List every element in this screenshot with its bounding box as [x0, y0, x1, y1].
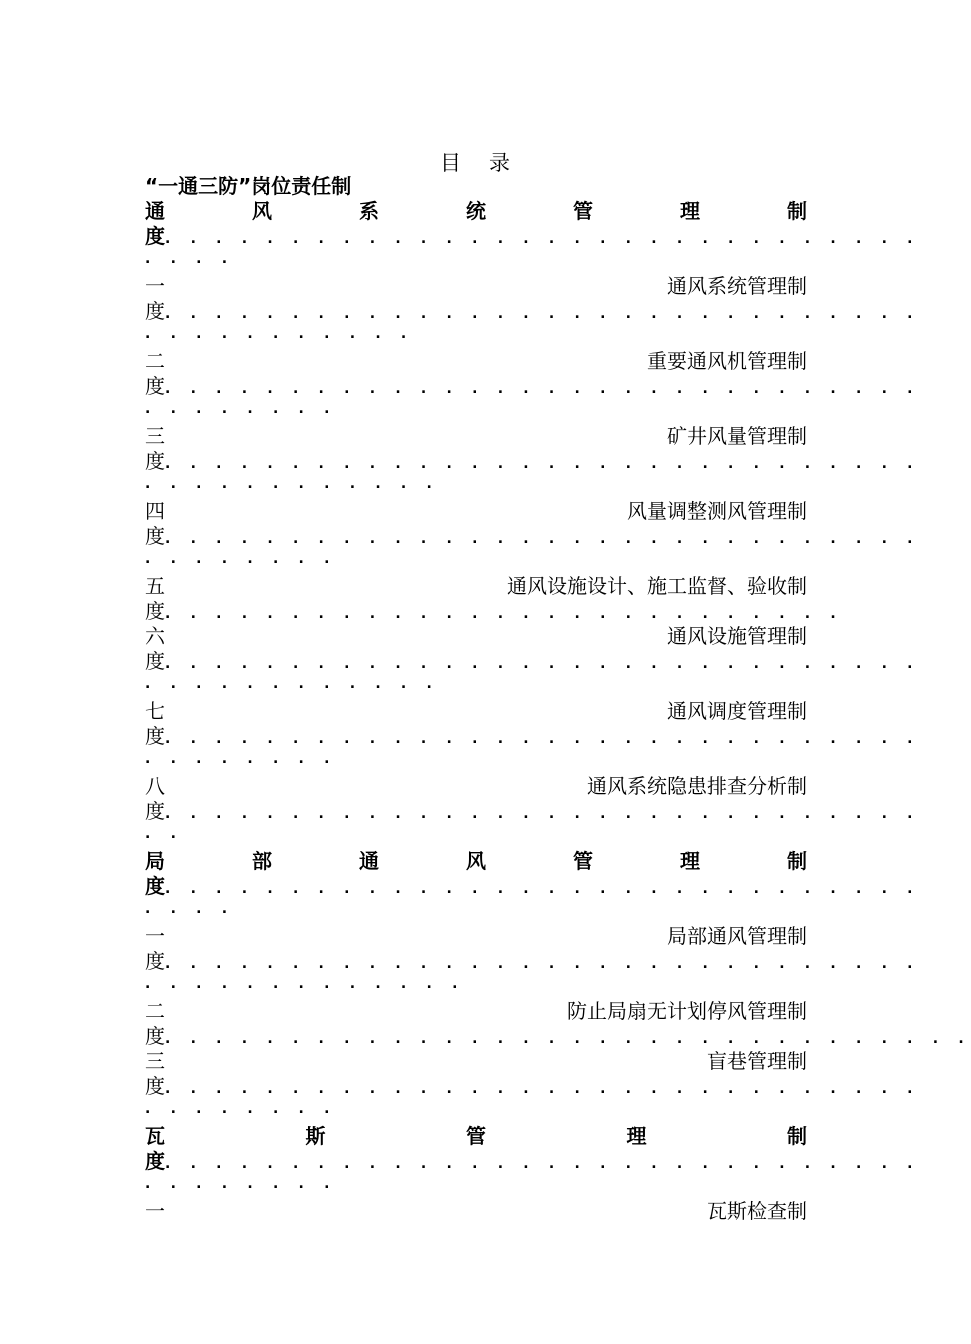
- toc-title: 目录: [440, 151, 538, 175]
- toc-entry-title-char: 、: [627, 574, 647, 598]
- toc-entry-title-char: 理: [767, 424, 787, 448]
- toc-entry-title-char: 查: [767, 1199, 787, 1223]
- toc-entry-title-char: 系: [359, 199, 379, 223]
- toc-entry-title-line: [145, 199, 807, 224]
- toc-entry-title-char: 理: [767, 499, 787, 523]
- toc-entry-leader-line: [145, 299, 921, 324]
- toc-entry-title-char: 通: [667, 699, 687, 723]
- dot-leader: . . . . . . . . . . . . . . . . . . . . . . . . . . . . . .: [165, 956, 921, 972]
- dot-leader: . . . . . . . . . . . . .: [145, 976, 466, 992]
- toc-entry-title-char: 制: [787, 774, 807, 798]
- toc-entry-title-char: 井: [687, 424, 707, 448]
- toc-entry-leader-continuation: [145, 249, 807, 274]
- toc-entry-title-char: 设: [587, 574, 607, 598]
- toc-entry-title-char: 瓦: [707, 1199, 727, 1223]
- toc-entry-leader-line: [145, 1074, 921, 1099]
- toc-entry-title-end: 度: [145, 874, 165, 898]
- dot-leader: . . . . . . . . . . . . . . . . . . . . . . . . . . . . . .: [165, 656, 921, 672]
- toc-entry-number: 八: [145, 774, 165, 798]
- toc-entry-title-char: 统: [466, 199, 486, 223]
- toc-entry-title-char: 管: [747, 1049, 767, 1073]
- toc-entry-title-char: 监: [687, 574, 707, 598]
- toc-entry-leader-continuation: [145, 674, 807, 699]
- toc-entry-title-char: 、: [727, 574, 747, 598]
- toc-entry-leader-line: [145, 949, 921, 974]
- toc-entry-title-char: 系: [707, 274, 727, 298]
- toc-entry-title-char: 制: [787, 1049, 807, 1073]
- toc-entry-leader-continuation: [145, 399, 807, 424]
- toc-entry-title-line: [145, 924, 807, 949]
- dot-leader: . . . . . . . . . . . . . . . . . . . . . . . . . . . . . .: [165, 381, 921, 397]
- toc-entry-title-char: 通: [707, 924, 727, 948]
- toc-entry-title-char: 检: [747, 1199, 767, 1223]
- toc-entry-title-char: 制: [787, 499, 807, 523]
- toc-entry-title-char: 巷: [727, 1049, 747, 1073]
- toc-entry[interactable]: [145, 1124, 921, 1199]
- toc-entry-title-char: 矿: [667, 424, 687, 448]
- toc-entry-title-line: [145, 424, 807, 449]
- toc-entry-title-line: [145, 499, 807, 524]
- toc-entry-title-line: [145, 774, 807, 799]
- toc-entry-leader-line: [145, 649, 921, 674]
- toc-entry-number: 四: [145, 499, 165, 523]
- toc-entry-title-char: 局: [145, 849, 165, 873]
- toc-entry-title-char: 患: [687, 774, 707, 798]
- dot-leader: . . . . . . . .: [145, 1176, 338, 1192]
- toc-entry-title-char: 风: [727, 924, 747, 948]
- dot-leader: . . . . . . . .: [145, 551, 338, 567]
- dot-leader: . . . . . . . . . . . . . . . . . . . . . . . . . . . . . .: [165, 306, 921, 322]
- toc-entry-number: 一: [145, 924, 165, 948]
- toc-entry-leader-line: [145, 599, 844, 624]
- toc-entry[interactable]: [145, 624, 921, 699]
- toc-entry-title-line: [145, 624, 807, 649]
- toc-entry-title-char: 风: [687, 624, 707, 648]
- toc-entry-title-char: 管: [466, 1124, 486, 1148]
- toc-entry-title-char: 度: [727, 699, 747, 723]
- toc-entry-title-char: 系: [627, 774, 647, 798]
- toc-entry-title-char: 理: [767, 1049, 787, 1073]
- toc-entry-title-char: 斯: [305, 1124, 326, 1148]
- toc-entry-title-char: 设: [547, 574, 567, 598]
- toc-entry-number: 七: [145, 699, 165, 723]
- toc-entry-title-char: 停: [707, 999, 727, 1023]
- toc-entry-title-char: 管: [747, 924, 767, 948]
- toc-entry-leader-line: [145, 799, 921, 824]
- toc-entry-title-char: 理: [767, 624, 787, 648]
- toc-entry-title-char: 管: [573, 849, 593, 873]
- toc-entry-title-end: 度: [145, 224, 165, 248]
- toc-entry[interactable]: [145, 349, 921, 424]
- toc-entry-title-end: 度: [145, 649, 165, 673]
- toc-entry[interactable]: [145, 199, 921, 274]
- toc-entry-title-char: 施: [567, 574, 587, 598]
- toc-entry-title-line: [145, 699, 807, 724]
- dot-leader: . . . .: [145, 251, 235, 267]
- toc-entry-title-char: 制: [787, 574, 807, 598]
- dot-leader: . . . . . . . . . . . . . . . . . . . . . . . . . . . . . .: [165, 231, 921, 247]
- toc-entry-number: 一: [145, 1199, 165, 1223]
- toc-entry-title-char: 通: [687, 349, 707, 373]
- toc-entry-title-char: 管: [747, 624, 767, 648]
- dot-leader: . . . . . . . . . . .: [145, 326, 414, 342]
- toc-entry-title-char: 调: [707, 699, 727, 723]
- toc-entry-leader-line: [145, 224, 921, 249]
- toc-entry-title-char: 制: [787, 199, 807, 223]
- toc-entry-leader-line: [145, 524, 921, 549]
- toc-entry-title-end: 度: [145, 799, 165, 823]
- toc-entry-title-char: 验: [747, 574, 767, 598]
- dot-leader: . . . . . . . .: [145, 1101, 338, 1117]
- toc-entry-title-char: 通: [587, 774, 607, 798]
- toc-entry-title-char: 风: [727, 999, 747, 1023]
- toc-entry-title-char: 理: [767, 274, 787, 298]
- toc-entry-title-end: 度: [145, 599, 165, 623]
- toc-entry-title-char: 计: [667, 999, 687, 1023]
- toc-entry-title-char: 瓦: [145, 1124, 165, 1148]
- toc-entry-leader-continuation: [145, 324, 807, 349]
- dot-leader: . . . . . . . . . . . . . . . . . . . . . . . . . . .: [165, 606, 844, 622]
- dot-leader: . . . . . . . . . . . . . . . . . . . . . . . . . . . . . .: [165, 1081, 921, 1097]
- toc-entry-title-char: 通: [145, 199, 165, 223]
- toc-entry-title-char: 理: [767, 999, 787, 1023]
- toc-entry-title-end: 度: [145, 524, 165, 548]
- toc-entry-title-char: 查: [727, 774, 747, 798]
- dot-leader: . . . . . . . . . . . . . . . . . . . . . . . . . . . . . .: [165, 881, 921, 897]
- dot-leader: . . . . . . . . . . . . . . . . . . . . . . . . . . . . . .: [165, 1156, 921, 1172]
- toc-entry-title-char: 风: [627, 499, 647, 523]
- toc-entry-title-char: 调: [667, 499, 687, 523]
- toc-entry-title-char: 局: [667, 924, 687, 948]
- dot-leader: . .: [145, 826, 184, 842]
- toc-entry-leader-line: [145, 1149, 921, 1174]
- toc-entry-title-char: 工: [667, 574, 687, 598]
- toc-entry-title-char: 收: [767, 574, 787, 598]
- toc-entry-title-char: 管: [747, 274, 767, 298]
- toc-entry-title-char: 盲: [707, 1049, 727, 1073]
- dot-leader: . . . . . . . . . . . .: [145, 476, 440, 492]
- toc-entry-title-char: 制: [787, 424, 807, 448]
- toc-entry-title-char: 统: [727, 274, 747, 298]
- toc-header: “一通三防”岗位责任制: [145, 174, 352, 198]
- toc-entry[interactable]: [145, 999, 971, 1049]
- toc-entry-title-line: [145, 1199, 807, 1224]
- toc-list: [145, 174, 971, 1224]
- toc-entry-number: 二: [145, 349, 165, 373]
- toc-entry-title-char: 部: [252, 849, 272, 873]
- toc-entry-title-end: 度: [145, 949, 165, 973]
- toc-entry[interactable]: [145, 849, 921, 924]
- toc-entry[interactable]: [145, 424, 921, 499]
- toc-entry-title-end: 度: [145, 1149, 165, 1173]
- toc-entry-title-char: 风: [607, 774, 627, 798]
- toc-entry-title-char: 管: [747, 424, 767, 448]
- toc-entry-title-char: 理: [767, 699, 787, 723]
- toc-entry-title-char: 设: [707, 624, 727, 648]
- toc-entry[interactable]: [145, 774, 921, 849]
- toc-entry-title-char: 制: [787, 849, 807, 873]
- toc-entry-title-line: [145, 349, 807, 374]
- toc-entry-title-char: 制: [787, 699, 807, 723]
- toc-entry-title-char: 施: [647, 574, 667, 598]
- toc-entry-title-char: 制: [787, 1199, 807, 1223]
- toc-entry-title-end: 度: [145, 724, 165, 748]
- toc-entry-title-char: 风: [687, 274, 707, 298]
- toc-entry-title-char: 管: [747, 699, 767, 723]
- toc-entry-number: 三: [145, 1049, 165, 1073]
- toc-entry-leader-continuation: [145, 749, 807, 774]
- toc-entry-leader-line: [145, 449, 921, 474]
- toc-entry-title-line: [145, 849, 807, 874]
- toc-entry-title-char: 计: [607, 574, 627, 598]
- toc-entry-title-end: 度: [145, 1024, 165, 1048]
- toc-entry-title-char: 制: [787, 624, 807, 648]
- toc-entry-title-char: 整: [687, 499, 707, 523]
- toc-entry-title-char: 理: [680, 199, 700, 223]
- toc-entry-title-char: 理: [680, 849, 700, 873]
- toc-entry-title-char: 督: [707, 574, 727, 598]
- toc-entry-title-line: [145, 574, 807, 599]
- toc-entry-title-char: 统: [647, 774, 667, 798]
- dot-leader: . . . . . . . . . . . . . . . . . . . . . . . . . . . . . . . .: [165, 1031, 971, 1047]
- toc-entry[interactable]: [145, 499, 921, 574]
- toc-entry-title-end: 度: [145, 1074, 165, 1098]
- toc-entry-title-char: 施: [727, 624, 747, 648]
- dot-leader: . . . . . . . . . . . . . . . . . . . . . . . . . . . . . .: [165, 731, 921, 747]
- toc-entry-title-char: 部: [687, 924, 707, 948]
- toc-entry-title-char: 风: [727, 499, 747, 523]
- toc-entry-title-end: 度: [145, 374, 165, 398]
- toc-entry-leader-continuation: [145, 549, 807, 574]
- toc-entry[interactable]: [145, 1049, 921, 1124]
- toc-entry-title-char: 理: [626, 1124, 647, 1148]
- toc-entry-leader-continuation: [145, 974, 807, 999]
- toc-entry-number: 五: [145, 574, 165, 598]
- dot-leader: . . . . . . . .: [145, 751, 338, 767]
- toc-entry-title-end: 度: [145, 299, 165, 323]
- toc-entry-title-char: 风: [687, 699, 707, 723]
- toc-entry-leader-continuation: [145, 1174, 807, 1199]
- toc-entry-title-char: 理: [767, 349, 787, 373]
- toc-entry-title-char: 排: [707, 774, 727, 798]
- dot-leader: . . . . . . . . . . . . . . . . . . . . . . . . . . . . . .: [165, 531, 921, 547]
- dot-leader: . . . .: [145, 901, 235, 917]
- toc-entry-title-char: 制: [787, 349, 807, 373]
- toc-entry-leader-continuation: [145, 1099, 807, 1124]
- toc-entry-title-char: 要: [667, 349, 687, 373]
- toc-entry-leader-continuation: [145, 899, 807, 924]
- toc-entry[interactable]: [145, 274, 921, 349]
- toc-entry-title-char: 管: [747, 499, 767, 523]
- toc-entry-title-char: 隐: [667, 774, 687, 798]
- toc-entry-title-end: 度: [145, 449, 165, 473]
- toc-entry-title-char: 止: [587, 999, 607, 1023]
- toc-entry-title-char: 重: [647, 349, 667, 373]
- toc-entry-title-char: 风: [466, 849, 486, 873]
- toc-entry-title-char: 分: [747, 774, 767, 798]
- toc-entry-leader-line: [145, 724, 921, 749]
- toc-entry-title-char: 通: [507, 574, 527, 598]
- toc-entry-title-char: 机: [727, 349, 747, 373]
- toc-entry-title-char: 通: [359, 849, 379, 873]
- toc-entry-number: 二: [145, 999, 165, 1023]
- toc-entry-title-char: 制: [787, 1124, 807, 1148]
- toc-entry-title-char: 制: [787, 924, 807, 948]
- toc-entry-number: 三: [145, 424, 165, 448]
- toc-entry-title-char: 制: [787, 999, 807, 1023]
- toc-entry-title-char: 划: [687, 999, 707, 1023]
- toc-entry-title-char: 通: [667, 624, 687, 648]
- toc-entry-title-line: [145, 274, 807, 299]
- toc-entry-leader-line: [145, 1024, 971, 1049]
- toc-entry[interactable]: [145, 574, 844, 624]
- toc-entry-title-char: 局: [607, 999, 627, 1023]
- toc-entry-leader-continuation: [145, 824, 807, 849]
- toc-entry-title-char: 理: [767, 924, 787, 948]
- toc-entry-number: 六: [145, 624, 165, 648]
- toc-entry-title-line: [145, 1124, 807, 1149]
- toc-entry-number: 一: [145, 274, 165, 298]
- toc-entry-title-char: 量: [647, 499, 667, 523]
- toc-entry-title-line: [145, 1049, 807, 1074]
- dot-leader: . . . . . . . .: [145, 401, 338, 417]
- toc-entry-title-char: 斯: [727, 1199, 747, 1223]
- dot-leader: . . . . . . . . . . . . . . . . . . . . . . . . . . . . . .: [165, 456, 921, 472]
- toc-entry-title-char: 防: [567, 999, 587, 1023]
- toc-entry-title-char: 无: [647, 999, 667, 1023]
- toc-entry-title-char: 风: [252, 199, 272, 223]
- toc-entry-title-char: 量: [727, 424, 747, 448]
- toc-entry-title-char: 管: [573, 199, 593, 223]
- toc-entry-leader-continuation: [145, 474, 807, 499]
- toc-entry-title-line: [145, 999, 807, 1024]
- toc-entry-leader-line: [145, 874, 921, 899]
- toc-entry-title-char: 测: [707, 499, 727, 523]
- dot-leader: . . . . . . . . . . . .: [145, 676, 440, 692]
- toc-entry-title-char: 风: [527, 574, 547, 598]
- toc-entry-title-char: 管: [747, 349, 767, 373]
- toc-entry-title-char: 扇: [627, 999, 647, 1023]
- toc-entry-title-char: 风: [707, 424, 727, 448]
- toc-entry-title-char: 风: [707, 349, 727, 373]
- toc-entry[interactable]: [145, 924, 921, 999]
- toc-entry-title-char: 析: [767, 774, 787, 798]
- toc-entry[interactable]: [145, 699, 921, 774]
- toc-entry-title-char: 管: [747, 999, 767, 1023]
- toc-entry-title-char: 制: [787, 274, 807, 298]
- dot-leader: . . . . . . . . . . . . . . . . . . . . . . . . . . . . . .: [165, 806, 921, 822]
- toc-entry[interactable]: [145, 1199, 807, 1224]
- toc-entry-leader-line: [145, 374, 921, 399]
- toc-entry-title-char: 通: [667, 274, 687, 298]
